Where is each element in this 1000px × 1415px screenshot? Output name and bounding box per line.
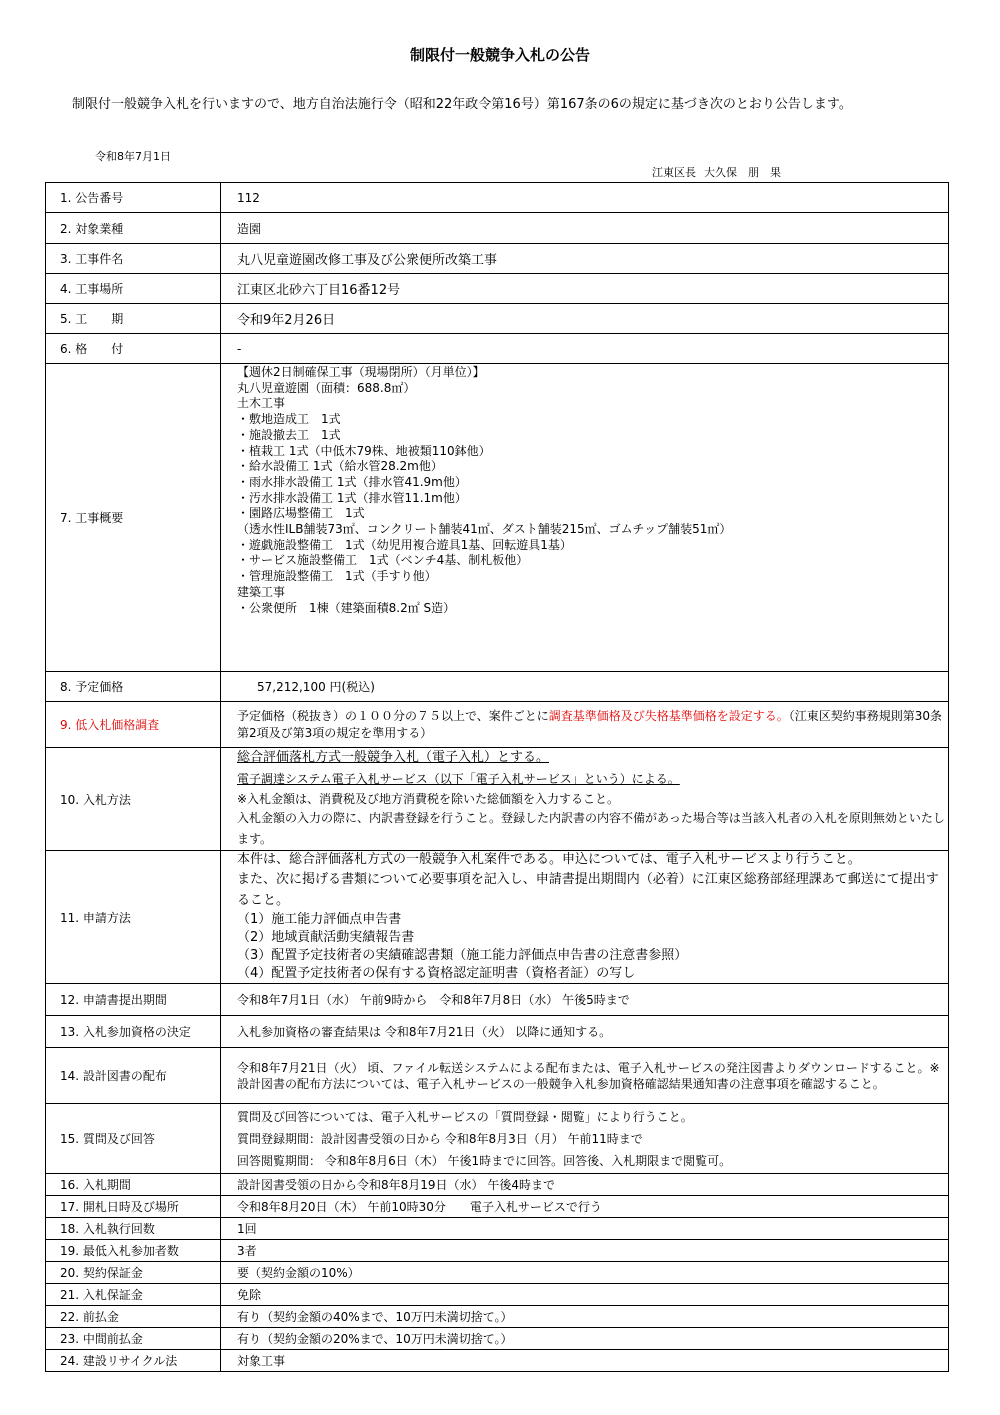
row-label: 24. 建設リサイクル法 — [46, 1350, 221, 1372]
row-label: 14. 設計図書の配布 — [46, 1048, 221, 1104]
row-label: 19. 最低入札参加者数 — [46, 1240, 221, 1262]
bid-method-line: 総合評価落札方式一般競争入札（電子入札）とする。 — [237, 750, 550, 765]
row-label: 12. 申請書提出期間 — [46, 984, 221, 1016]
row-label: 9. 低入札価格調査 — [46, 702, 221, 748]
bid-method-line: ※入札金額は、消費税及び地方消費税を除いた総価額を入力すること。 — [237, 792, 620, 806]
design-docs — [221, 1048, 949, 1104]
work-overview — [221, 364, 949, 672]
overview-line: 丸八児童遊園（面積：688.8㎡） — [237, 380, 416, 395]
row-label: 11. 申請方法 — [46, 851, 221, 984]
row-value: 対象工事 — [221, 1350, 949, 1372]
overview-line: 建築工事 — [237, 584, 286, 599]
intro-paragraph: 制限付一般競争入札を行いますので、地方自治法施行令（昭和22年政令第16号）第167条の6の規定に基づき次のとおり公告します。 — [72, 97, 852, 112]
row-label: 6. 格 付 — [46, 334, 221, 364]
application-line: （3）配置予定技術者の実績確認書類（施工能力評価点申告書の注意書参照） — [237, 948, 688, 963]
row-label: 23. 中間前払金 — [46, 1328, 221, 1350]
issuer — [652, 164, 789, 180]
overview-line: ・雨水排水設備工 1式（排水管41.9m他） — [237, 474, 467, 489]
table-row — [46, 334, 949, 364]
table-row — [46, 672, 949, 702]
table-row — [46, 1016, 949, 1048]
table-row — [46, 1328, 949, 1350]
table-row — [46, 1306, 949, 1328]
row-value: - — [221, 334, 949, 364]
row-value: 要（契約金額の10%） — [221, 1262, 949, 1284]
overview-line: 【週休2日制確保工事（現場閉所）（月単位）】 — [237, 365, 485, 379]
row-value: 令和8年7月1日（水） 午前9時から 令和8年7月8日（水） 午後5時まで — [221, 984, 949, 1016]
qa-line: 質問登録期間：設計図書受領の日から 令和8年8月3日（月） 午前11時まで — [237, 1131, 643, 1146]
application-line: （1）施工能力評価点申告書 — [237, 912, 402, 927]
overview-line: （透水性ILB舗装73㎡、コンクリート舗装41㎡、ダスト舗装215㎡、ゴムチップ舗装51㎡） — [237, 522, 732, 537]
row-value: 入札参加資格の審査結果は 令和8年7月21日（火） 以降に通知する。 — [221, 1016, 949, 1048]
table-row — [46, 304, 949, 334]
qa-line: 回答閲覧期間： 令和8年8月6日（木） 午後1時までに回答。回答後、入札期限まで閲覧可。 — [237, 1153, 732, 1168]
row-label: 3. 工事件名 — [46, 244, 221, 274]
estimated-price: 57,212,100 円(税込) — [221, 672, 949, 702]
table-row — [46, 183, 949, 213]
notice-table — [45, 182, 949, 1372]
announcement-date: 令和8年7月1日 — [95, 150, 171, 163]
row-value: 3者 — [221, 1240, 949, 1262]
row-label: 16. 入札期間 — [46, 1174, 221, 1196]
row-label: 20. 契約保証金 — [46, 1262, 221, 1284]
row-value: 112 — [221, 183, 949, 213]
row-value: 丸八児童遊園改修工事及び公衆便所改築工事 — [221, 244, 949, 274]
application-method — [221, 851, 949, 984]
row-value: 江東区北砂六丁目16番12号 — [221, 274, 949, 304]
row-label: 17. 開札日時及び場所 — [46, 1196, 221, 1218]
row-label: 10. 入札方法 — [46, 748, 221, 851]
table-row — [46, 213, 949, 244]
table-row — [46, 1284, 949, 1306]
table-row — [46, 364, 949, 672]
survey-text: 予定価格（税抜き）の１００分の７５以上で、案件ごとに — [237, 708, 549, 723]
overview-line: ・遊戯施設整備工 1式（幼児用複合遊具1基、回転遊具1基） — [237, 537, 572, 552]
overview-line: ・敷地造成工 1式 — [237, 412, 341, 427]
bid-method — [221, 748, 949, 851]
table-row — [46, 1196, 949, 1218]
row-label: 1. 公告番号 — [46, 183, 221, 213]
qa-line: 質問及び回答については、電子入札サービスの「質問登録・閲覧」により行うこと。 — [237, 1109, 693, 1124]
row-label: 4. 工事場所 — [46, 274, 221, 304]
row-label: 5. 工 期 — [46, 304, 221, 334]
overview-line: ・植栽工 1式（中低木79株、地被類110鉢他） — [237, 443, 491, 458]
overview-line: ・サービス施設整備工 1式（ベンチ4基、制札板他） — [237, 553, 529, 568]
row-value: 免除 — [221, 1284, 949, 1306]
issuer-name: 大久保 朋 果 — [704, 166, 781, 179]
row-label: 8. 予定価格 — [46, 672, 221, 702]
application-line: （2）地域貢献活動実績報告書 — [237, 930, 415, 945]
table-row — [46, 274, 949, 304]
table-row — [46, 1240, 949, 1262]
bid-method-line: 入札金額の入力の際に、内訳書登録を行うこと。登録した内訳書の内容不備があった場合等は当該入札者の入札を原則無効といたします。 — [237, 811, 945, 846]
table-row — [46, 1174, 949, 1196]
row-label: 21. 入札保証金 — [46, 1284, 221, 1306]
questions-answers — [221, 1104, 949, 1174]
row-label: 7. 工事概要 — [46, 364, 221, 672]
table-row — [46, 1262, 949, 1284]
overview-line: ・公衆便所 1棟（建築面積8.2㎡ S造） — [237, 600, 456, 615]
issuer-title: 江東区長 — [652, 166, 696, 179]
table-row — [46, 1350, 949, 1372]
row-label: 15. 質問及び回答 — [46, 1104, 221, 1174]
row-label: 2. 対象業種 — [46, 213, 221, 244]
table-row — [46, 1104, 949, 1174]
overview-line: ・園路広場整備工 1式 — [237, 506, 365, 521]
overview-line: ・施設撤去工 1式 — [237, 427, 341, 442]
bid-method-line: 電子調達システム電子入札サービス（以下「電子入札サービス」という）による。 — [237, 772, 680, 786]
page-title: 制限付一般競争入札の公告 — [409, 46, 590, 64]
row-value: 有り（契約金額の20%まで、10万円未満切捨て。） — [221, 1328, 949, 1350]
row-value: 有り（契約金額の40%まで、10万円未満切捨て。） — [221, 1306, 949, 1328]
row-label: 22. 前払金 — [46, 1306, 221, 1328]
row-label: 13. 入札参加資格の決定 — [46, 1016, 221, 1048]
overview-line: ・管理施設整備工 1式（手すり他） — [237, 569, 437, 584]
table-row — [46, 244, 949, 274]
table-row — [46, 702, 949, 748]
survey-text-highlight: 調査基準価格及び失格基準価格を設定する。 — [548, 708, 789, 723]
table-row — [46, 1218, 949, 1240]
low-bid-survey — [221, 702, 949, 748]
design-docs-line: 令和8年7月21日（火） 頃、ファイル転送システムによる配布または、電子入札サービスの発注図書よりダウンロードすること。※設計図書の配布方法については、電子入札サービスの一般競争入札参加資格確認結果通知書の注意事項を確認すること。 — [237, 1060, 940, 1091]
table-row — [46, 748, 949, 851]
overview-line: 土木工事 — [237, 396, 286, 411]
application-line: （4）配置予定技術者の保有する資格認定証明書（資格者証）の写し — [237, 966, 636, 981]
survey-text-note: （江東区契約事務規則第30条第2項及び第3項の規定を準用する） — [237, 708, 943, 740]
row-value: 令和8年8月20日（木） 午前10時30分 電子入札サービスで行う — [221, 1196, 949, 1218]
row-value: 令和9年2月26日 — [221, 304, 949, 334]
application-line: 本件は、総合評価落札方式の一般競争入札案件である。申込については、電子入札サービスより行うこと。 — [237, 852, 861, 867]
row-label: 18. 入札執行回数 — [46, 1218, 221, 1240]
overview-line: ・給水設備工 1式（給水管28.2m他） — [237, 459, 443, 474]
overview-line: ・汚水排水設備工 1式（排水管11.1m他） — [237, 490, 467, 505]
table-row — [46, 1048, 949, 1104]
row-value: 設計図書受領の日から令和8年8月19日（水） 午後4時まで — [221, 1174, 949, 1196]
row-value: 1回 — [221, 1218, 949, 1240]
row-value: 造園 — [221, 213, 949, 244]
table-row — [46, 851, 949, 984]
table-row — [46, 984, 949, 1016]
application-line: また、次に掲げる書類について必要事項を記入し、申請書提出期間内（必着）に江東区総務部経理課あて郵送にて提出すること。 — [237, 872, 939, 908]
